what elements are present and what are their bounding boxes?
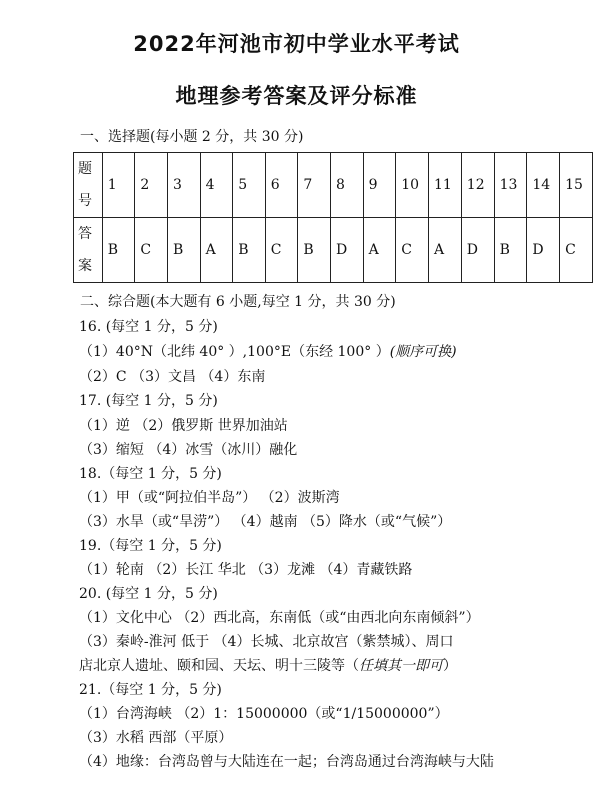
document-subtitle: 地理参考答案及评分标准 [175, 84, 418, 108]
answer-cell: A [200, 218, 233, 283]
question-number: 4 [200, 153, 233, 218]
answer-line: （3）缩短 （4）冰雪（冰川）融化 [79, 442, 298, 458]
table-header-answer [74, 218, 103, 283]
answer-line: （1）甲（或“阿拉伯半岛”） （2）波斯湾 [79, 490, 340, 506]
question-number: 1 [102, 153, 135, 218]
question-number: 10 [396, 153, 429, 218]
answer-cell: B [167, 218, 200, 283]
answer-cell: C [265, 218, 298, 283]
header-number-label: 题号 [78, 161, 92, 209]
section-2-heading: 二、综合题(本大题有 6 小题,每空 1 分，共 30 分) [80, 294, 396, 310]
answer-line-close: ） [443, 658, 457, 674]
answer-cell: D [461, 218, 494, 283]
question-number: 2 [135, 153, 168, 218]
answer-line: （2）C （3）文昌 （4）东南 [79, 369, 266, 385]
header-answer-label: 答案 [78, 226, 92, 274]
answer-line-text: 店北京人遗址、颐和园、天坛、明十三陵等（ [79, 658, 359, 674]
answer-cell: B [298, 218, 331, 283]
answer-cell: B [233, 218, 266, 283]
answer-table [73, 152, 593, 283]
section-1-heading: 一、选择题(每小题 2 分，共 30 分) [80, 129, 304, 145]
question-number: 8 [331, 153, 364, 218]
answer-cell: B [102, 218, 135, 283]
answer-line: 16. (每空 1 分，5 分) [79, 319, 218, 335]
answer-cell: C [560, 218, 593, 283]
answer-line: （1）台湾海峡 （2）1：15000000（或“1/15000000”） [79, 706, 449, 722]
answer-line-text: （1）40°N（北纬 40° ）,100°E（东经 100° ） [79, 344, 390, 360]
answer-cell: B [494, 218, 527, 283]
question-number: 9 [363, 153, 396, 218]
answer-line: 18.（每空 1 分，5 分) [79, 466, 222, 482]
answer-line-note: 任填其一即可 [359, 658, 443, 674]
question-number: 15 [560, 153, 593, 218]
answer-line [79, 657, 457, 675]
answer-cell: A [429, 218, 462, 283]
answer-line: （3）水旱（或“旱涝”） （4）越南 （5）降水（或“气候”） [79, 514, 452, 530]
answer-line [79, 343, 457, 361]
answer-cell: D [527, 218, 560, 283]
answer-line: 21.（每空 1 分，5 分) [79, 682, 222, 698]
document-title: 2022年河池市初中学业水平考试 [133, 32, 460, 56]
answer-cell: C [396, 218, 429, 283]
question-number: 6 [265, 153, 298, 218]
question-number: 7 [298, 153, 331, 218]
answer-line: 17. (每空 1 分，5 分) [79, 393, 218, 409]
answer-line: 20. (每空 1 分，5 分) [79, 586, 218, 602]
question-number: 11 [429, 153, 462, 218]
answer-cell: C [135, 218, 168, 283]
table-header-number [74, 153, 103, 218]
answer-line: （1）轮南 （2）长江 华北 （3）龙滩 （4）青藏铁路 [79, 562, 413, 578]
question-number: 5 [233, 153, 266, 218]
answer-line: （1）逆 （2）俄罗斯 世界加油站 [79, 418, 288, 434]
question-number: 12 [461, 153, 494, 218]
answer-line: （3）水稻 西部（平原） [79, 730, 233, 746]
question-number: 14 [527, 153, 560, 218]
question-number: 13 [494, 153, 527, 218]
question-number: 3 [167, 153, 200, 218]
answer-cell: D [331, 218, 364, 283]
answer-line: （1）文化中心 （2）西北高，东南低（或“由西北向东南倾斜”） [79, 610, 480, 626]
answer-line-note: (顺序可换) [389, 344, 457, 360]
answer-line: （3）秦岭-淮河 低于 （4）长城、北京故宫（紫禁城）、周口 [79, 634, 454, 650]
answer-line: （4）地缘：台湾岛曾与大陆连在一起；台湾岛通过台湾海峡与大陆 [79, 754, 494, 770]
answer-line: 19.（每空 1 分，5 分) [79, 538, 222, 554]
answer-cell: A [363, 218, 396, 283]
